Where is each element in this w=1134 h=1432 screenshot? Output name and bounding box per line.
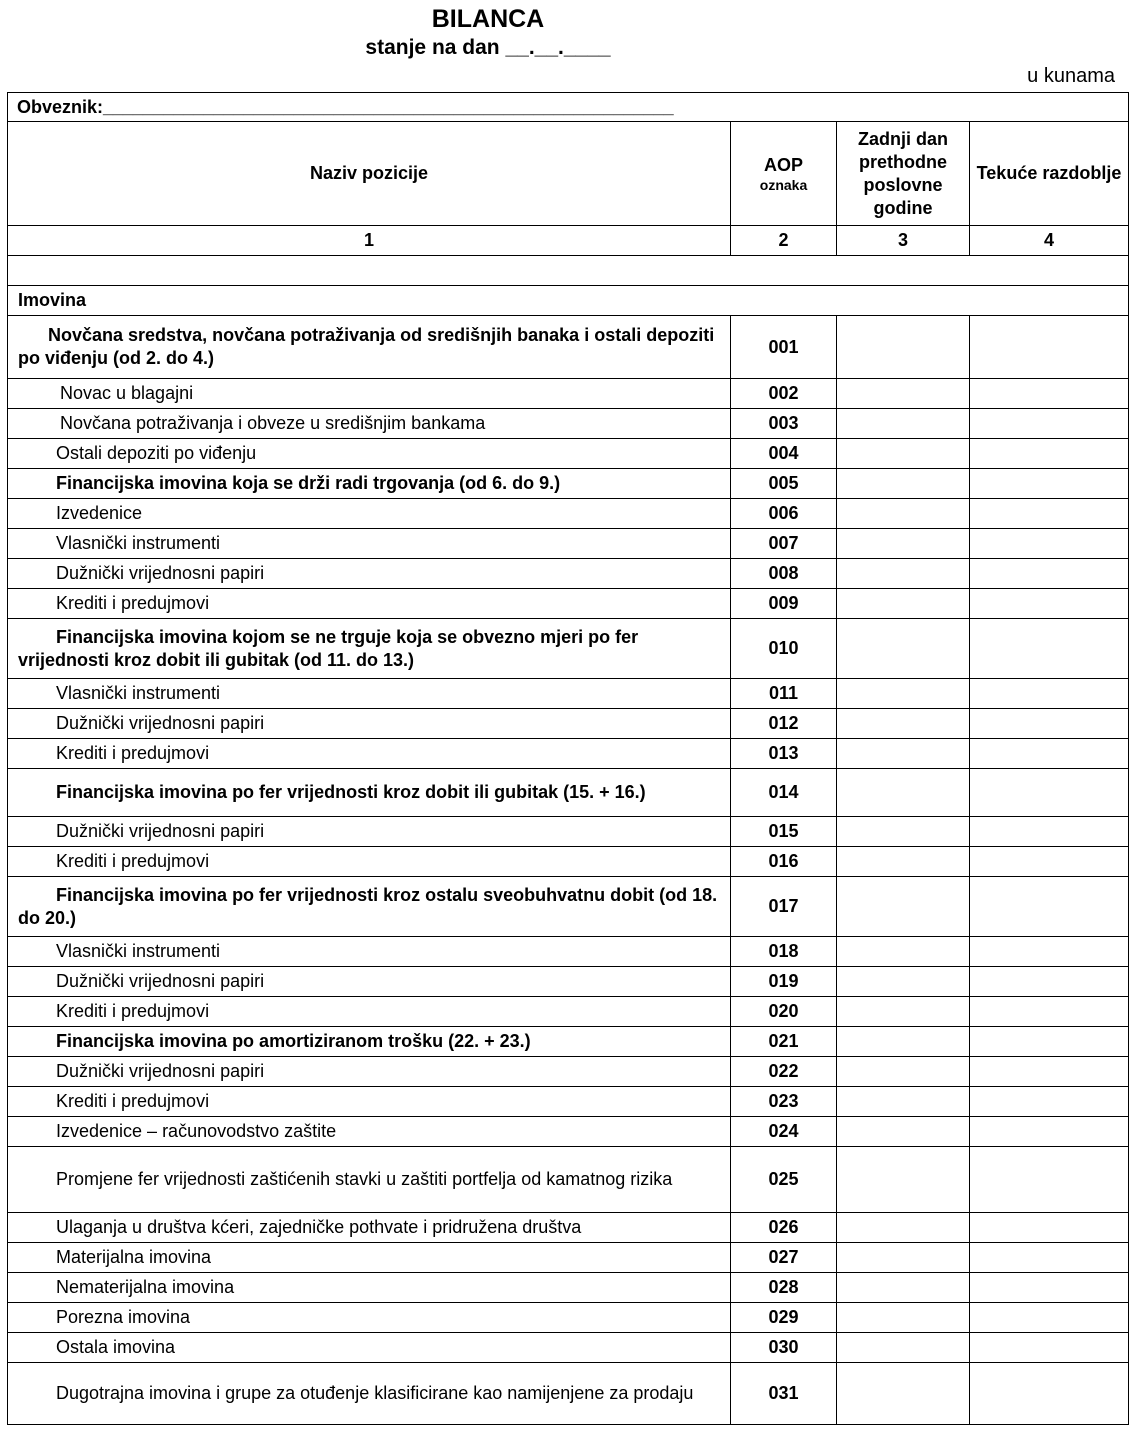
value-cell-previous[interactable]: [837, 817, 970, 847]
value-cell-previous[interactable]: [837, 877, 970, 937]
row-label: Materijalna imovina: [8, 1243, 731, 1273]
row-aop: 021: [731, 1027, 837, 1057]
value-cell-current[interactable]: [970, 379, 1129, 409]
row-label: Vlasnički instrumenti: [8, 937, 731, 967]
table-row: [8, 769, 1129, 817]
table-row: [8, 967, 1129, 997]
value-cell-previous[interactable]: [837, 1087, 970, 1117]
value-cell-current[interactable]: [970, 997, 1129, 1027]
value-cell-previous[interactable]: [837, 1273, 970, 1303]
balance-sheet-table: [7, 92, 1129, 1425]
table-row: [8, 529, 1129, 559]
table-row: [8, 316, 1129, 379]
value-cell-previous[interactable]: [837, 409, 970, 439]
row-label: Nematerijalna imovina: [8, 1273, 731, 1303]
value-cell-current[interactable]: [970, 1243, 1129, 1273]
table-row: [8, 1303, 1129, 1333]
row-aop: 017: [731, 877, 837, 937]
value-cell-current[interactable]: [970, 499, 1129, 529]
row-aop: 005: [731, 469, 837, 499]
value-cell-current[interactable]: [970, 967, 1129, 997]
row-label: Dužnički vrijednosni papiri: [8, 817, 731, 847]
value-cell-previous[interactable]: [837, 1147, 970, 1213]
row-aop: 028: [731, 1273, 837, 1303]
row-label: Novčana potraživanja i obveze u središnjim bankama: [8, 409, 731, 439]
value-cell-current[interactable]: [970, 1303, 1129, 1333]
row-label: Dužnički vrijednosni papiri: [8, 1057, 731, 1087]
table-row: [8, 1273, 1129, 1303]
value-cell-current[interactable]: [970, 937, 1129, 967]
value-cell-current[interactable]: [970, 847, 1129, 877]
page-subtitle: stanje na dan __.__.____: [365, 36, 611, 59]
value-cell-current[interactable]: [970, 769, 1129, 817]
value-cell-current[interactable]: [970, 817, 1129, 847]
value-cell-current[interactable]: [970, 1147, 1129, 1213]
row-label: Izvedenice – računovodstvo zaštite: [8, 1117, 731, 1147]
value-cell-previous[interactable]: [837, 1333, 970, 1363]
value-cell-previous[interactable]: [837, 709, 970, 739]
value-cell-previous[interactable]: [837, 997, 970, 1027]
table-row: [8, 1363, 1129, 1425]
row-aop: 015: [731, 817, 837, 847]
obveznik-row: [8, 93, 1129, 122]
value-cell-previous[interactable]: [837, 529, 970, 559]
table-row: [8, 877, 1129, 937]
value-cell-previous[interactable]: [837, 739, 970, 769]
obveznik-label: Obveznik:_________________________________________________________: [8, 93, 1129, 122]
column-number-row: [8, 226, 1129, 256]
value-cell-current[interactable]: [970, 1087, 1129, 1117]
value-cell-current[interactable]: [970, 529, 1129, 559]
row-aop: 010: [731, 619, 837, 679]
value-cell-previous[interactable]: [837, 1363, 970, 1425]
value-cell-current[interactable]: [970, 709, 1129, 739]
section-label: Imovina: [8, 286, 1129, 316]
row-label: Dugotrajna imovina i grupe za otuđenje klasificirane kao namijenjene za prodaju: [8, 1363, 731, 1425]
value-cell-current[interactable]: [970, 1363, 1129, 1425]
empty-row: [8, 256, 1129, 286]
row-label: Ostala imovina: [8, 1333, 731, 1363]
value-cell-previous[interactable]: [837, 559, 970, 589]
row-label: Financijska imovina po fer vrijednosti kroz ostalu sveobuhvatnu dobit (od 18. do 20.): [8, 877, 731, 937]
header-tekuce-razdoblje: Tekuće razdoblje: [970, 122, 1129, 226]
value-cell-current[interactable]: [970, 1057, 1129, 1087]
value-cell-previous[interactable]: [837, 379, 970, 409]
page-title: BILANCA: [431, 5, 545, 33]
row-aop: 009: [731, 589, 837, 619]
row-aop: 030: [731, 1333, 837, 1363]
value-cell-previous[interactable]: [837, 1027, 970, 1057]
row-label: Krediti i predujmovi: [8, 997, 731, 1027]
value-cell-previous[interactable]: [837, 499, 970, 529]
row-aop: 018: [731, 937, 837, 967]
row-aop: 008: [731, 559, 837, 589]
row-label: Vlasnički instrumenti: [8, 679, 731, 709]
table-row: [8, 1057, 1129, 1087]
row-aop: 029: [731, 1303, 837, 1333]
table-row: [8, 469, 1129, 499]
row-label: Financijska imovina po amortiziranom trošku (22. + 23.): [8, 1027, 731, 1057]
row-label: Novac u blagajni: [8, 379, 731, 409]
row-label: Novčana sredstva, novčana potraživanja od središnjih banaka i ostali depoziti po viđenju (od 2. do 4.): [8, 316, 731, 379]
row-label: Izvedenice: [8, 499, 731, 529]
table-row: [8, 619, 1129, 679]
table-row: [8, 1213, 1129, 1243]
row-aop: 011: [731, 679, 837, 709]
row-aop: 031: [731, 1363, 837, 1425]
value-cell-previous[interactable]: [837, 316, 970, 379]
row-aop: 026: [731, 1213, 837, 1243]
row-label: Vlasnički instrumenti: [8, 529, 731, 559]
table-row: [8, 1243, 1129, 1273]
column-number: 1: [8, 226, 731, 256]
row-label: Krediti i predujmovi: [8, 739, 731, 769]
value-cell-current[interactable]: [970, 316, 1129, 379]
value-cell-current[interactable]: [970, 679, 1129, 709]
row-aop: 004: [731, 439, 837, 469]
value-cell-previous[interactable]: [837, 937, 970, 967]
value-cell-current[interactable]: [970, 1117, 1129, 1147]
row-label: Porezna imovina: [8, 1303, 731, 1333]
column-number: 3: [837, 226, 970, 256]
row-aop: 020: [731, 997, 837, 1027]
row-label: Ulaganja u društva kćeri, zajedničke pothvate i pridružena društva: [8, 1213, 731, 1243]
row-aop: 003: [731, 409, 837, 439]
row-label: Krediti i predujmovi: [8, 589, 731, 619]
table-row: [8, 499, 1129, 529]
row-aop: 007: [731, 529, 837, 559]
value-cell-current[interactable]: [970, 1273, 1129, 1303]
header-naziv-pozicije: Naziv pozicije: [8, 122, 731, 226]
table-row: [8, 409, 1129, 439]
table-row: [8, 589, 1129, 619]
table-row: [8, 937, 1129, 967]
value-cell-previous[interactable]: [837, 469, 970, 499]
value-cell-previous[interactable]: [837, 847, 970, 877]
row-aop: 006: [731, 499, 837, 529]
column-number: 2: [731, 226, 837, 256]
table-row: [8, 379, 1129, 409]
value-cell-current[interactable]: [970, 877, 1129, 937]
currency-unit: u kunama: [1027, 65, 1115, 87]
row-aop: 016: [731, 847, 837, 877]
value-cell-previous[interactable]: [837, 967, 970, 997]
value-cell-current[interactable]: [970, 739, 1129, 769]
value-cell-previous[interactable]: [837, 679, 970, 709]
value-cell-previous[interactable]: [837, 1243, 970, 1273]
row-aop: 002: [731, 379, 837, 409]
table-row: [8, 559, 1129, 589]
row-aop: 022: [731, 1057, 837, 1087]
header-aop-sub: oznaka: [759, 177, 808, 193]
row-label: Financijska imovina kojom se ne trguje koja se obvezno mjeri po fer vrijednosti kroz dobit ili gubitak (od 11. do 13.): [8, 619, 731, 679]
value-cell-previous[interactable]: [837, 439, 970, 469]
value-cell-previous[interactable]: [837, 1303, 970, 1333]
row-label: Promjene fer vrijednosti zaštićenih stavki u zaštiti portfelja od kamatnog rizika: [8, 1147, 731, 1213]
row-aop: 001: [731, 316, 837, 379]
header-row: [8, 122, 1129, 226]
row-label: Financijska imovina koja se drži radi trgovanja (od 6. do 9.): [8, 469, 731, 499]
header-aop-label: AOP: [763, 155, 803, 175]
row-label: Financijska imovina po fer vrijednosti kroz dobit ili gubitak (15. + 16.): [8, 769, 731, 817]
row-aop: 012: [731, 709, 837, 739]
column-number: 4: [970, 226, 1129, 256]
table-row: [8, 739, 1129, 769]
value-cell-previous[interactable]: [837, 619, 970, 679]
table-row: [8, 1087, 1129, 1117]
table-row: [8, 439, 1129, 469]
row-aop: 024: [731, 1117, 837, 1147]
value-cell-current[interactable]: [970, 1213, 1129, 1243]
value-cell-previous[interactable]: [837, 769, 970, 817]
table-row: [8, 709, 1129, 739]
table-row: [8, 1027, 1129, 1057]
row-aop: 013: [731, 739, 837, 769]
table-row: [8, 997, 1129, 1027]
row-label: Dužnički vrijednosni papiri: [8, 967, 731, 997]
value-cell-previous[interactable]: [837, 1117, 970, 1147]
table-row: [8, 817, 1129, 847]
table-row: [8, 847, 1129, 877]
value-cell-current[interactable]: [970, 589, 1129, 619]
value-cell-current[interactable]: [970, 1027, 1129, 1057]
value-cell-previous[interactable]: [837, 1213, 970, 1243]
row-aop: 023: [731, 1087, 837, 1117]
row-label: Dužnički vrijednosni papiri: [8, 559, 731, 589]
value-cell-current[interactable]: [970, 1333, 1129, 1363]
value-cell-current[interactable]: [970, 559, 1129, 589]
table-row: [8, 1147, 1129, 1213]
row-aop: 025: [731, 1147, 837, 1213]
table-row: [8, 1333, 1129, 1363]
value-cell-current[interactable]: [970, 619, 1129, 679]
row-aop: 019: [731, 967, 837, 997]
value-cell-current[interactable]: [970, 469, 1129, 499]
row-label: Krediti i predujmovi: [8, 1087, 731, 1117]
table-row: [8, 679, 1129, 709]
section-row: [8, 286, 1129, 316]
table-row: [8, 1117, 1129, 1147]
row-label: Dužnički vrijednosni papiri: [8, 709, 731, 739]
row-label: Krediti i predujmovi: [8, 847, 731, 877]
row-aop: 014: [731, 769, 837, 817]
row-label: Ostali depoziti po viđenju: [8, 439, 731, 469]
value-cell-current[interactable]: [970, 439, 1129, 469]
empty-cell: [8, 256, 1129, 286]
value-cell-current[interactable]: [970, 409, 1129, 439]
value-cell-previous[interactable]: [837, 589, 970, 619]
value-cell-previous[interactable]: [837, 1057, 970, 1087]
row-aop: 027: [731, 1243, 837, 1273]
header-prethodna-godina: Zadnji dan prethodne poslovne godine: [837, 122, 970, 226]
header-aop: [731, 122, 837, 226]
